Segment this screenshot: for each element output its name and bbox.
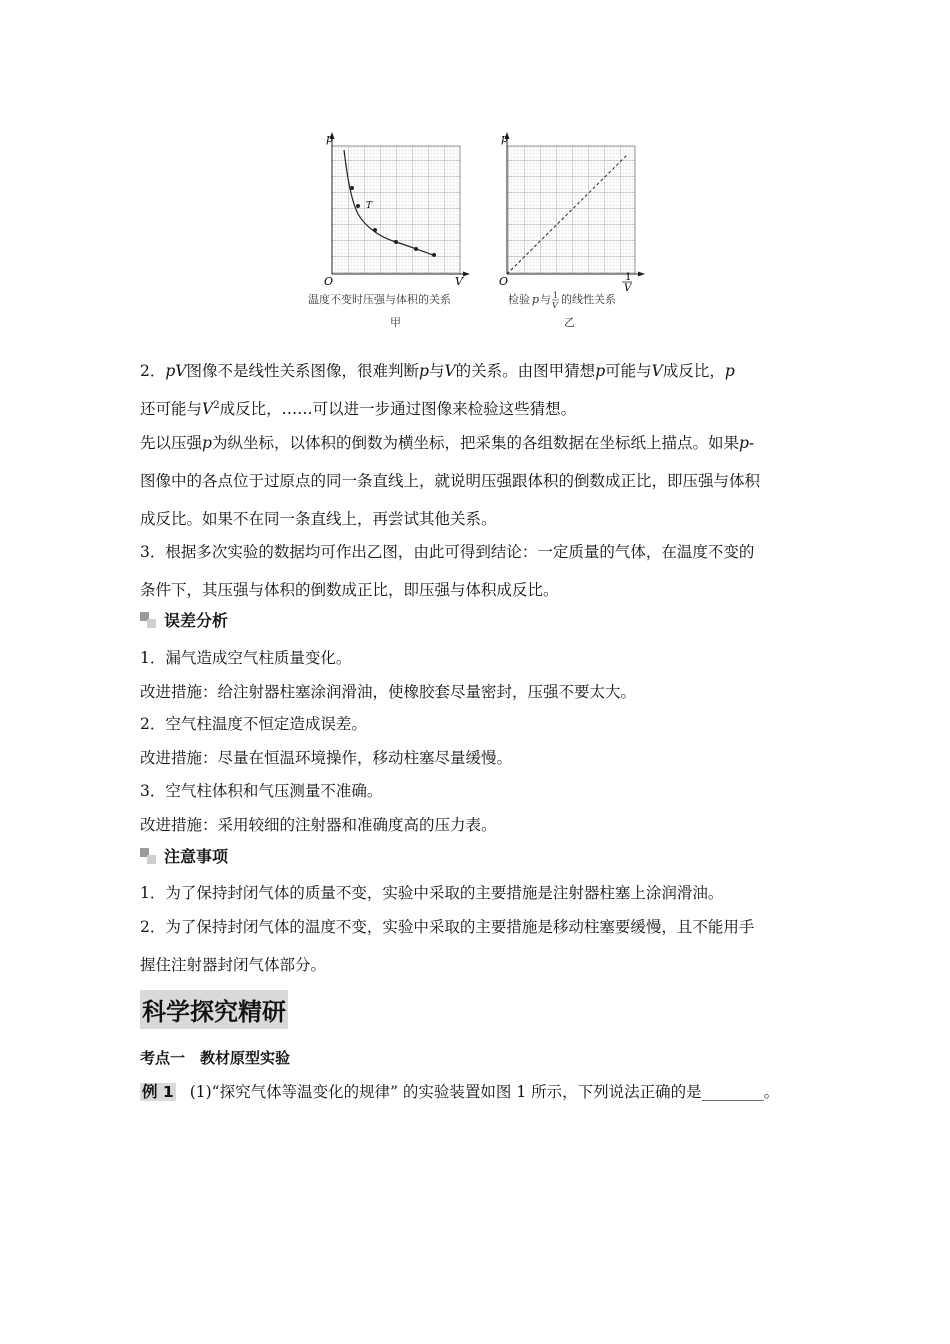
var-p: p bbox=[202, 434, 212, 452]
text: 可能与 bbox=[605, 362, 652, 380]
section-marker-icon bbox=[140, 848, 156, 864]
var-v: V bbox=[651, 362, 663, 380]
x-label-left: V bbox=[455, 275, 463, 288]
x-frac-den-right: V bbox=[624, 283, 632, 294]
caption-right-b: 与 bbox=[540, 293, 551, 306]
text: 还可能与 bbox=[140, 400, 203, 418]
paragraph-3-line-2: 图像中的各点位于过原点的同一条直线上，就说明压强跟体积的倒数成正比，即压强与体积 bbox=[140, 472, 761, 490]
exam-point-heading: 考点一 教材原型实验 bbox=[140, 1049, 291, 1067]
var-v: V bbox=[202, 400, 214, 418]
notes-item-3: 握住注射器封闭气体部分。 bbox=[140, 956, 327, 974]
x-arrow-left bbox=[463, 272, 470, 277]
text: 为纵坐标，以体积的倒数为横坐标，把采集的各组数据在坐标纸上描点。如果 bbox=[211, 434, 739, 452]
figure-group bbox=[300, 128, 660, 338]
sub-left: 甲 bbox=[390, 316, 401, 329]
var-p: p bbox=[419, 362, 429, 380]
paragraph-3-line-1 bbox=[140, 431, 820, 453]
origin-right: O bbox=[499, 275, 509, 288]
sub-right: 乙 bbox=[564, 316, 575, 329]
error-item-5: 3．空气柱体积和气压测量不准确。 bbox=[140, 782, 383, 800]
origin-left: O bbox=[324, 275, 334, 288]
var-p: p- bbox=[738, 434, 755, 452]
notes-item-2: 2．为了保持封闭气体的温度不变，实验中采取的主要措施是移动柱塞要缓慢，且不能用手 bbox=[140, 918, 755, 936]
paragraph-2-line-1 bbox=[140, 359, 820, 381]
error-item-1: 1．漏气造成空气柱质量变化。 bbox=[140, 649, 352, 667]
grid-left bbox=[332, 146, 460, 274]
text: 图像不是线性关系图像，很难判断 bbox=[186, 362, 420, 380]
graph-figures bbox=[300, 128, 660, 338]
caption-right-a: 检验 bbox=[508, 293, 530, 306]
section-heading-notes bbox=[140, 844, 228, 867]
paragraph-3-line-3: 成反比。如果不在同一条直线上，再尝试其他关系。 bbox=[140, 510, 497, 528]
example-1 bbox=[140, 1080, 779, 1102]
error-item-3: 2．空气柱温度不恒定造成误差。 bbox=[140, 715, 367, 733]
caption-right-p: p bbox=[532, 293, 540, 306]
research-title: 科学探究精研 bbox=[140, 990, 288, 1029]
text: 先以压强 bbox=[140, 434, 203, 452]
x-arrow-right bbox=[638, 272, 645, 277]
caption-left: 温度不变时压强与体积的关系 bbox=[308, 293, 451, 306]
caption-frac-den: V bbox=[552, 301, 558, 310]
example-tag: 例 1 bbox=[142, 1083, 174, 1101]
section-title: 注意事项 bbox=[164, 847, 229, 866]
y-label-right: p bbox=[501, 132, 509, 145]
var-v: V bbox=[444, 362, 456, 380]
text: 成反比，……可以进一步通过图像来检验这些猜想。 bbox=[219, 400, 577, 418]
text: 与 bbox=[428, 362, 445, 380]
example-text: (1)“探究气体等温变化的规律” 的实验装置如图 1 所示，下列说法正确的是________。 bbox=[189, 1083, 780, 1101]
var-pv: pV bbox=[165, 362, 187, 380]
error-item-4: 改进措施：尽量在恒温环境操作，移动柱塞尽量缓慢。 bbox=[140, 749, 513, 767]
section-heading-error bbox=[140, 608, 228, 631]
paragraph-2-line-2 bbox=[140, 397, 820, 419]
error-item-6: 改进措施：采用较细的注射器和准确度高的压力表。 bbox=[140, 816, 497, 834]
text: 2． bbox=[140, 362, 166, 380]
text: 的关系。由图甲猜想 bbox=[455, 362, 596, 380]
text: 成反比， bbox=[662, 362, 725, 380]
var-p: p bbox=[595, 362, 606, 380]
section-marker-icon bbox=[140, 612, 156, 628]
notes-item-1: 1．为了保持封闭气体的质量不变，实验中采取的主要措施是注射器柱塞上涂润滑油。 bbox=[140, 884, 724, 902]
caption-frac-num: 1 bbox=[553, 291, 559, 300]
caption-right-c: 的线性关系 bbox=[561, 293, 616, 306]
x-frac-num-right: 1 bbox=[625, 272, 632, 283]
superscript: 2 bbox=[213, 399, 220, 411]
point-label-left: T bbox=[366, 201, 373, 211]
graph-left bbox=[308, 132, 470, 329]
paragraph-4-line-1: 3．根据多次实验的数据均可作出乙图，由此可得到结论：一定质量的气体，在温度不变的 bbox=[140, 543, 755, 561]
graph-right bbox=[499, 132, 645, 329]
var-p: p bbox=[724, 362, 735, 380]
section-title: 误差分析 bbox=[164, 611, 229, 630]
error-item-2: 改进措施：给注射器柱塞涂润滑油，使橡胶套尽量密封，压强不要太大。 bbox=[140, 683, 637, 701]
y-label-left: p bbox=[326, 132, 334, 145]
paragraph-4-line-2: 条件下，其压强与体积的倒数成正比，即压强与体积成反比。 bbox=[140, 581, 559, 599]
